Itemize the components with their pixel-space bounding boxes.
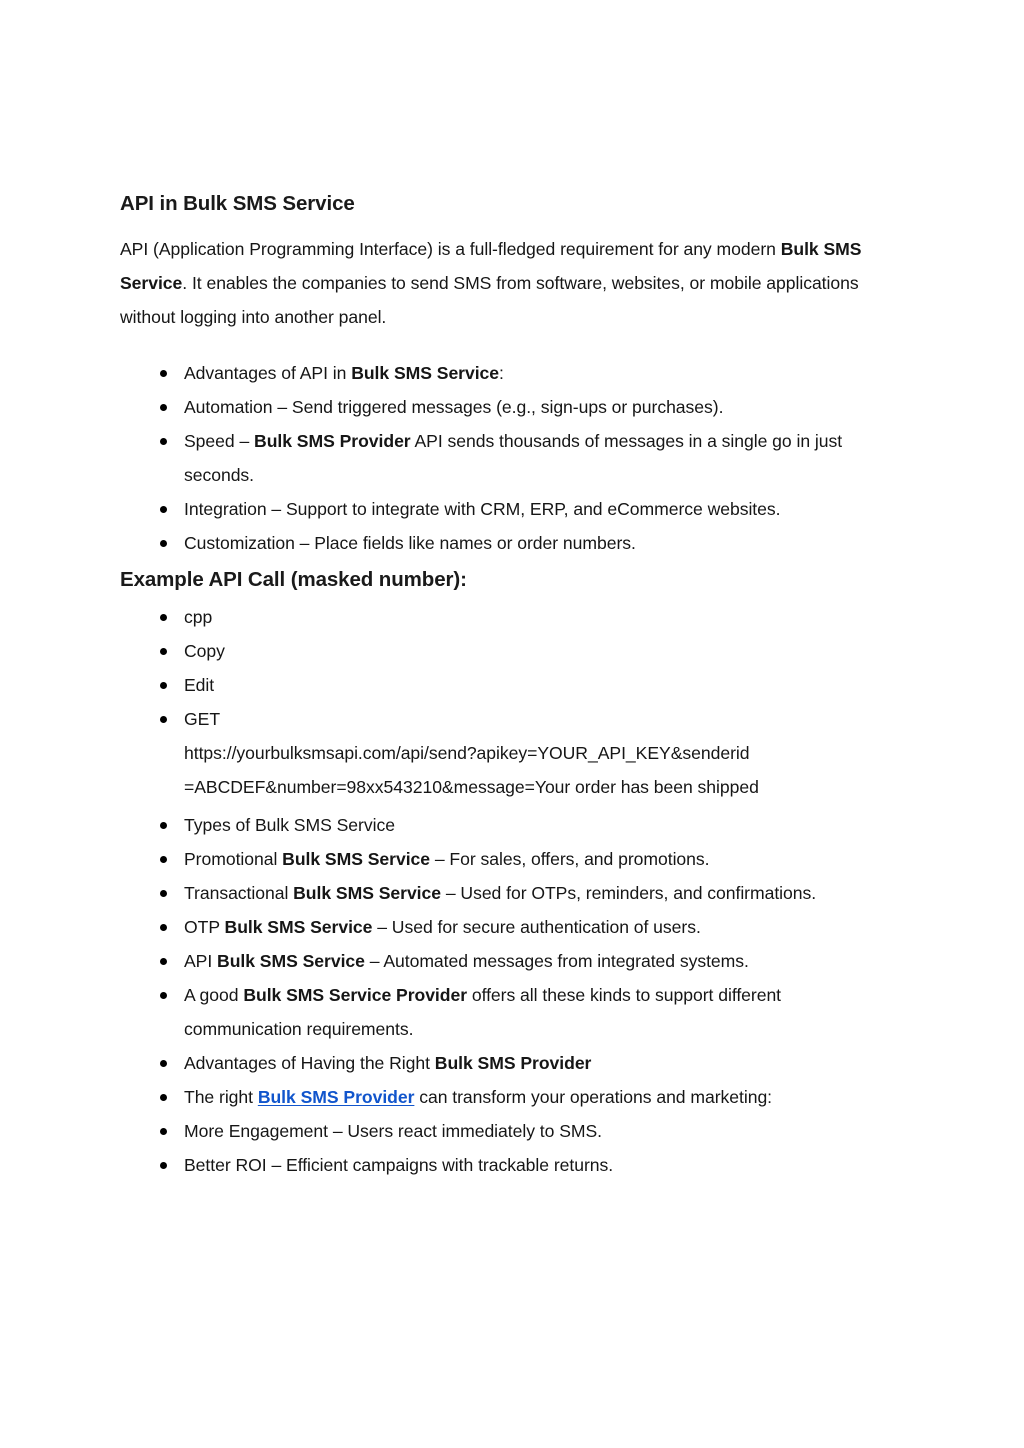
intro-bold-term: Bulk SMS Service [120, 239, 862, 293]
list-item [120, 944, 882, 978]
list-item [120, 1148, 882, 1182]
code-bullet-list [120, 600, 882, 804]
list-item-pre: Automation – Send triggered messages (e.g., sign-ups or purchases). [184, 397, 724, 417]
page-title: API in Bulk SMS Service [120, 192, 355, 215]
section-heading-example-api-call: Example API Call (masked number): [120, 568, 467, 591]
list-item-cpp: cpp [120, 600, 882, 634]
list-item-pre: Advantages of Having the Right [184, 1053, 435, 1073]
list-item-pre: API [184, 951, 218, 971]
list-item-pre: Customization – Place fields like names or order numbers. [184, 533, 636, 553]
list-item-pre: OTP [184, 917, 225, 937]
list-item-bold: Bulk SMS Service [282, 849, 431, 869]
advantages-bullet-list [120, 356, 882, 560]
list-item-post: API sends thousands of messages in a single go in just seconds. [184, 431, 843, 485]
document-body [120, 190, 882, 1182]
link-item-post: can transform your operations and marketing: [414, 1087, 773, 1107]
list-item-post: – Used for secure authentication of users. [372, 917, 701, 937]
list-item-get-request [120, 702, 882, 804]
list-item [120, 876, 882, 910]
types-bullet-list [120, 808, 882, 1182]
list-item [120, 808, 882, 842]
list-item-post: offers all these kinds to support different communication requirements. [184, 985, 782, 1039]
list-item-bold: Bulk SMS Service [217, 951, 365, 971]
intro-text-part2: . It enables the companies to send SMS from software, websites, or mobile applications without logging into another panel. [120, 273, 859, 327]
list-item-copy: Copy [120, 634, 882, 668]
list-item-post: – Used for OTPs, reminders, and confirmations. [441, 883, 817, 903]
link-item-pre: The right [184, 1087, 258, 1107]
intro-paragraph [120, 232, 882, 334]
list-item-pre: Advantages of API in [184, 363, 352, 383]
list-item-pre: Transactional [184, 883, 294, 903]
list-item [120, 1046, 882, 1080]
list-item-bold: Bulk SMS Service [224, 917, 373, 937]
list-item-pre: A good [184, 985, 244, 1005]
list-item-post: – For sales, offers, and promotions. [430, 849, 710, 869]
list-item-edit: Edit [120, 668, 882, 702]
list-item-bold: Bulk SMS Service [293, 883, 441, 903]
list-item-bold: Bulk SMS Service [351, 363, 500, 383]
list-item-bold: Bulk SMS Provider [434, 1053, 592, 1073]
intro-text-part1: API (Application Programming Interface) is a full-fledged requirement for any modern [120, 239, 781, 259]
list-item [120, 842, 882, 876]
list-item-pre: Speed – [184, 431, 255, 451]
list-item [120, 1114, 882, 1148]
list-item [120, 978, 882, 1046]
bulk-sms-provider-link[interactable]: Bulk SMS Provider [257, 1087, 415, 1107]
list-item-with-link [120, 1080, 882, 1114]
list-item-pre: Types of Bulk SMS Service [184, 815, 395, 835]
list-item [120, 526, 882, 560]
list-item-post: : [499, 363, 504, 383]
list-item-post: – Automated messages from integrated systems. [364, 951, 749, 971]
list-item-pre: Integration – Support to integrate with CRM, ERP, and eCommerce websites. [184, 499, 781, 519]
list-item [120, 424, 882, 492]
list-item-pre: Promotional [184, 849, 283, 869]
list-item-bold: Bulk SMS Service Provider [243, 985, 467, 1005]
http-method-label: GET [184, 709, 221, 729]
list-item [120, 492, 882, 526]
api-url-line-1: https://yourbulksmsapi.com/api/send?apikey=YOUR_API_KEY&senderid [184, 743, 750, 763]
list-item-pre: More Engagement – Users react immediately to SMS. [184, 1121, 603, 1141]
list-item-bold: Bulk SMS Provider [254, 431, 411, 451]
list-item [120, 356, 882, 390]
api-url-line-2: =ABCDEF&number=98xx543210&message=Your order has been shipped [184, 777, 759, 797]
list-item [120, 390, 882, 424]
list-item [120, 910, 882, 944]
list-item-pre: Better ROI – Efficient campaigns with trackable returns. [184, 1155, 614, 1175]
